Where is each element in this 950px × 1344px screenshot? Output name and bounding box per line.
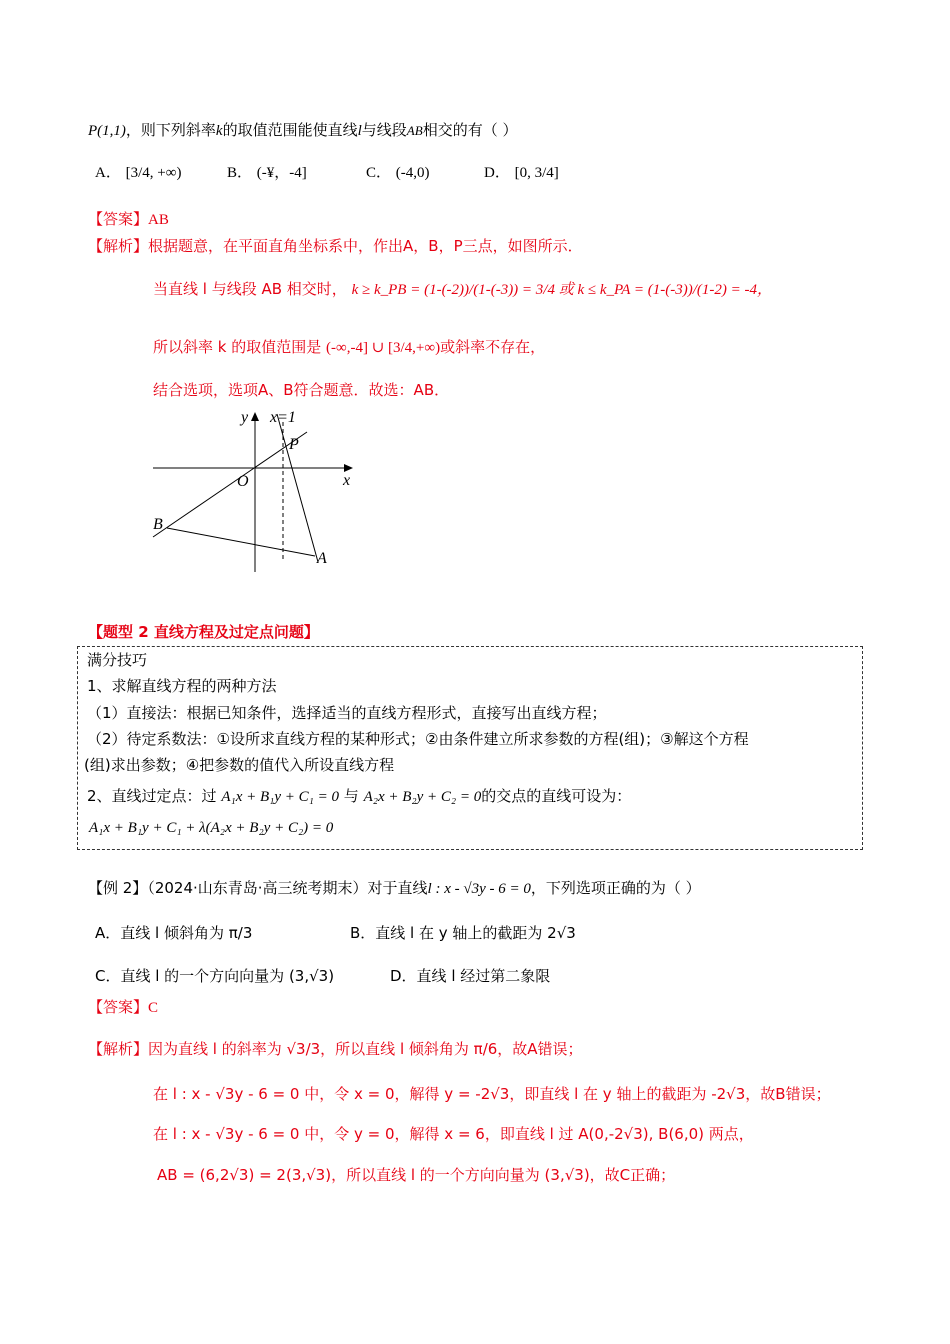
label-y: y [241,409,249,426]
label-A: A [317,550,327,567]
label-x-eq-1: x=1 [270,409,296,426]
example-2-option-a: A．直线 l 倾斜角为 π/3 [95,924,253,942]
segment-AB [167,528,315,556]
q1-option-d: D． [0, 3/4] [484,165,559,181]
analysis-2-line-2: 在 l : x - √3y - 6 = 0 中，令 x = 0，解得 y = -2√3，即直线 l 在 y 轴上的截距为 -2√3，故B错误； [153,1085,831,1103]
analysis-2-line-1: 【解析】因为直线 l 的斜率为 √3/3，所以直线 l 倾斜角为 π/6，故A错误； [88,1040,583,1058]
q1-option-b: B． (-¥，-4] [227,165,307,181]
tips-item-1b-cont: (组)求出参数；④把参数的值代入所设直线方程 [84,756,395,774]
q1-point: P(1,1) [88,123,126,139]
q1-option-a-value: [3/4, +∞) [125,165,182,181]
section-title: 【题型 2 直线方程及过定点问题】 [88,623,319,641]
y-axis-arrow [251,412,259,421]
analysis-1-line-2: 当直线 l 与线段 AB 相交时， k ≥ k_PB = (1-(-2))/(1-(-3)) = 3/4 或 k ≤ k_PA = (1-(-3))/(1-2) = -4， [153,280,773,298]
q1-option-c: C． (-4,0) [366,165,430,181]
label-x: x [343,472,351,489]
analysis-1-line-4: 结合选项，选项A、B符合题意．故选：AB． [153,381,450,399]
example-2-stem: 【例 2】（2024·山东青岛·高三统考期末）对于直线l : x - √3y - 6 = 0，下列选项正确的为（ ） [88,879,701,897]
label-P: P [289,436,299,453]
tips-formula: A₁x + B₁y + C₁ + λ(A₂x + B₂y + C₂) = 0 [89,820,334,836]
q1-option-b-value: (-¥，-4] [256,165,307,181]
analysis-1-line-1: 【解析】根据题意，在平面直角坐标系中，作出A，B，P三点，如图所示． [88,237,583,255]
coordinate-figure [145,402,370,582]
answer-2: 【答案】C [88,998,159,1016]
tips-item-2: 2、直线过定点：过 A₁x + B₁y + C₁ = 0 与 A₂x + B₂y + C₂ = 0的交点的直线可设为： [87,787,632,805]
tips-item-1b: （2）待定系数法：①设所求直线方程的某种形式；②由条件建立所求参数的方程(组)；③解这个方程 [87,730,749,748]
label-O: O [237,473,249,490]
tips-item-1: 1、求解直线方程的两种方法 [87,677,277,695]
line-BP [153,432,307,537]
analysis-2-line-3: 在 l : x - √3y - 6 = 0 中，令 y = 0，解得 x = 6，即直线 l 过 A(0,-2√3), B(6,0) 两点， [153,1125,754,1143]
q1-option-a: A． [3/4, +∞) [95,165,182,181]
example-2-option-d: D．直线 l 经过第二象限 [390,967,551,985]
analysis-1-line-3: 所以斜率 k 的取值范围是 (-∞,-4] ∪ [3/4,+∞)或斜率不存在， [153,338,546,356]
tips-item-1a: （1）直接法：根据已知条件，选择适当的直线方程形式，直接写出直线方程； [87,704,607,722]
q1-option-d-value: [0, 3/4] [514,165,559,181]
tips-heading: 满分技巧 [87,651,148,669]
example-2-option-b: B．直线 l 在 y 轴上的截距为 2√3 [350,924,576,942]
answer-1: 【答案】AB [88,210,169,228]
example-2-option-c: C．直线 l 的一个方向向量为 (3,√3) [95,967,335,985]
x-axis-arrow [344,464,353,472]
label-B: B [153,516,163,533]
analysis-2-line-4: AB = (6,2√3) = 2(3,√3)，所以直线 l 的一个方向向量为 (3,√3)，故C正确； [157,1166,676,1184]
q1-option-c-value: (-4,0) [395,165,430,181]
q1-stem: P(1,1)，则下列斜率k的取值范围能使直线l与线段AB相交的有（ ） [88,121,518,139]
